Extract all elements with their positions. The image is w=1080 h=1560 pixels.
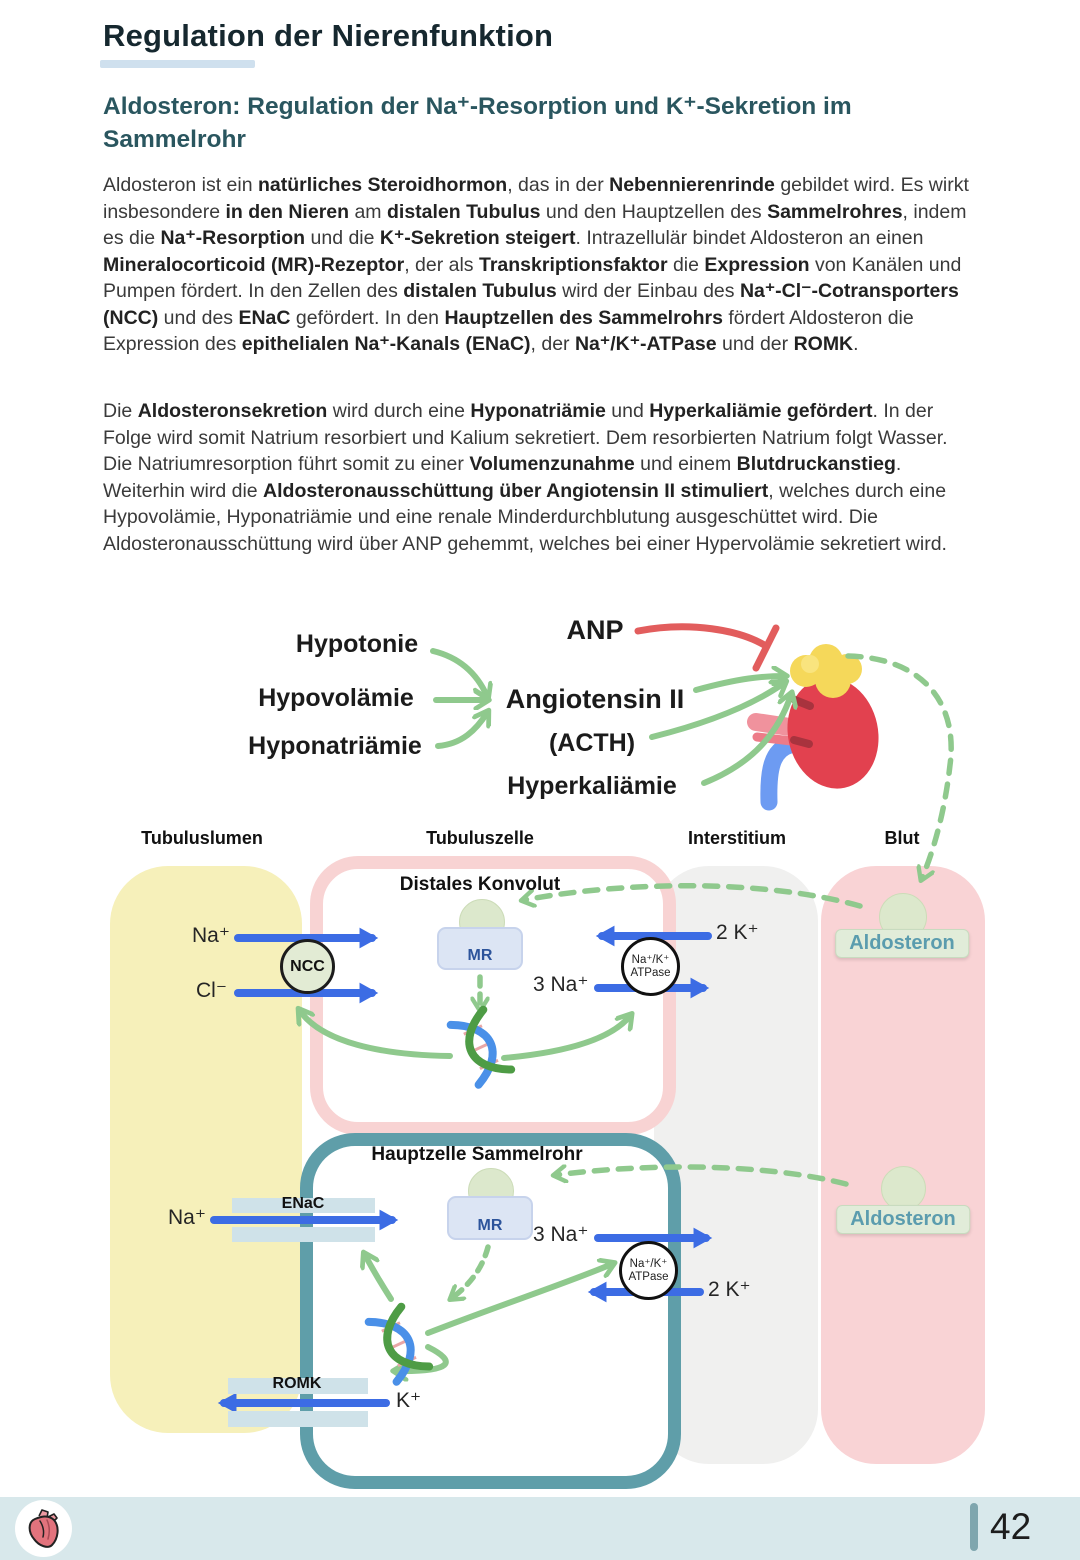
atpase-label-line2: ATPase (628, 1270, 669, 1283)
column-header-tubuluslumen: Tubuluslumen (141, 828, 263, 848)
stimulation-arrows (433, 651, 791, 783)
na-k-atpase-cell1 (621, 937, 680, 996)
footer-bar (0, 1497, 1080, 1560)
label-hypotonie: Hypotonie (295, 630, 419, 658)
renal-vein-icon (769, 745, 790, 802)
ion-label-na-cell1: Na⁺ (192, 924, 230, 947)
ion-label-2k-cell1: 2 K⁺ (716, 921, 759, 944)
mr-label: MR (477, 1217, 503, 1234)
ncc-transporter (280, 939, 335, 994)
page-number-divider (970, 1503, 978, 1551)
column-header-tubuluszelle: Tubuluszelle (426, 828, 534, 848)
label-anp: ANP (566, 615, 624, 645)
page-title: Regulation der Nierenfunktion (103, 18, 554, 53)
romk-label: ROMK (272, 1375, 322, 1392)
cell-title-hauptzelle-sammelrohr: Hauptzelle Sammelrohr (371, 1144, 583, 1165)
ion-label-3na-cell1: 3 Na⁺ (533, 973, 589, 996)
column-header-blut: Blut (884, 828, 920, 848)
heart-icon (24, 1507, 64, 1551)
chapter-badge (15, 1500, 72, 1557)
atpase-label-line1: Na⁺/K⁺ (629, 1257, 668, 1270)
mr-receptor-cell1 (437, 927, 523, 970)
ion-label-k-cell2: K⁺ (396, 1389, 422, 1412)
label-acth: (ACTH) (548, 729, 636, 757)
anp-inhibition-arrow (638, 627, 776, 668)
cell-title-distales-konvolut: Distales Konvolut (399, 874, 561, 895)
enac-channel-lower (232, 1227, 375, 1242)
paragraph-aldosteron-regulation: Die Aldosteronsekretion wird durch eine Hyponatriämie und Hyperkaliämie gefördert. In der Folge wird somit Natrium resorbiert und Kalium sekretiert. Dem resorbierten Natrium folgt Wasser. Die Natriumresorption führt somit zu einer Volumenzunahme und einem Blutdruckanstieg. Weiterhin wird die Aldosteronausschüttung über Angiotensin II stimuliert, welches durch eine Hypovolämie, Hyponatriämie und eine renale Minderdurchblutung ausgeschüttet wird. Die Aldosteronausschüttung wird über ANP gehemmt, welches bei einer Hypervolämie sekretiert wird. (103, 400, 948, 555)
label-angiotensin-2: Angiotensin II (505, 684, 685, 714)
ion-label-3na-cell2: 3 Na⁺ (533, 1223, 589, 1246)
label-hyperkaliaemie: Hyperkaliämie (507, 772, 677, 800)
atpase-label-line2: ATPase (630, 966, 671, 979)
ncc-label: NCC (290, 957, 325, 975)
aldosteron-badge-2: Aldosteron (836, 1205, 970, 1234)
label-hypovolaemie: Hypovolämie (258, 684, 414, 712)
adrenal-gland-icon (790, 644, 862, 698)
ion-label-2k-cell2: 2 K⁺ (708, 1278, 751, 1301)
kidney-adrenal-illustration (756, 644, 889, 802)
enac-label: ENaC (281, 1195, 325, 1212)
title-underline (100, 60, 255, 68)
mr-label: MR (467, 947, 493, 964)
section-heading: Aldosteron: Regulation der Na⁺-Resorption und K⁺-Sekretion im Sammelrohr (103, 93, 852, 154)
page-number: 42 (990, 1506, 1032, 1547)
romk-channel-lower (228, 1411, 368, 1427)
column-tubuluslumen (110, 866, 302, 1433)
ion-label-na-cell2: Na⁺ (168, 1206, 206, 1229)
atpase-label-line1: Na⁺/K⁺ (631, 953, 670, 966)
ion-label-cl-cell1: Cl⁻ (196, 979, 227, 1002)
column-header-interstitium: Interstitium (687, 828, 787, 848)
label-hyponatriaemie: Hyponatriämie (248, 732, 422, 760)
paragraph-aldosteron-intro: Aldosteron ist ein natürliches Steroidhormon, das in der Nebennierenrinde gebildet wird. Es wirkt insbesondere in den Nieren am distalen Tubulus und den Hauptzellen des Sammelrohres, indem es die Na⁺-Resorption und die K⁺-Sekretion steigert. Intrazellulär bindet Aldosteron an einen Mineralocorticoid (MR)-Rezeptor, der als Transkriptionsfaktor die Expression von Kanälen und Pumpen fördert. In den Zellen des distalen Tubulus wird der Einbau des Na⁺-Cl⁻-Cotransporters (NCC) und des ENaC gefördert. In den Hauptzellen des Sammelrohrs fördert Aldosteron die Expression des epithelialen Na⁺-Kanals (ENaC), der Na⁺/K⁺-ATPase und der ROMK. (103, 174, 969, 356)
na-k-atpase-cell2 (619, 1241, 678, 1300)
mr-receptor-cell2 (447, 1196, 533, 1240)
renal-artery-icon (756, 722, 803, 729)
kidney-icon (777, 669, 888, 797)
cell-distales-konvolut (310, 856, 676, 1135)
aldosteron-badge-1: Aldosteron (835, 929, 969, 958)
